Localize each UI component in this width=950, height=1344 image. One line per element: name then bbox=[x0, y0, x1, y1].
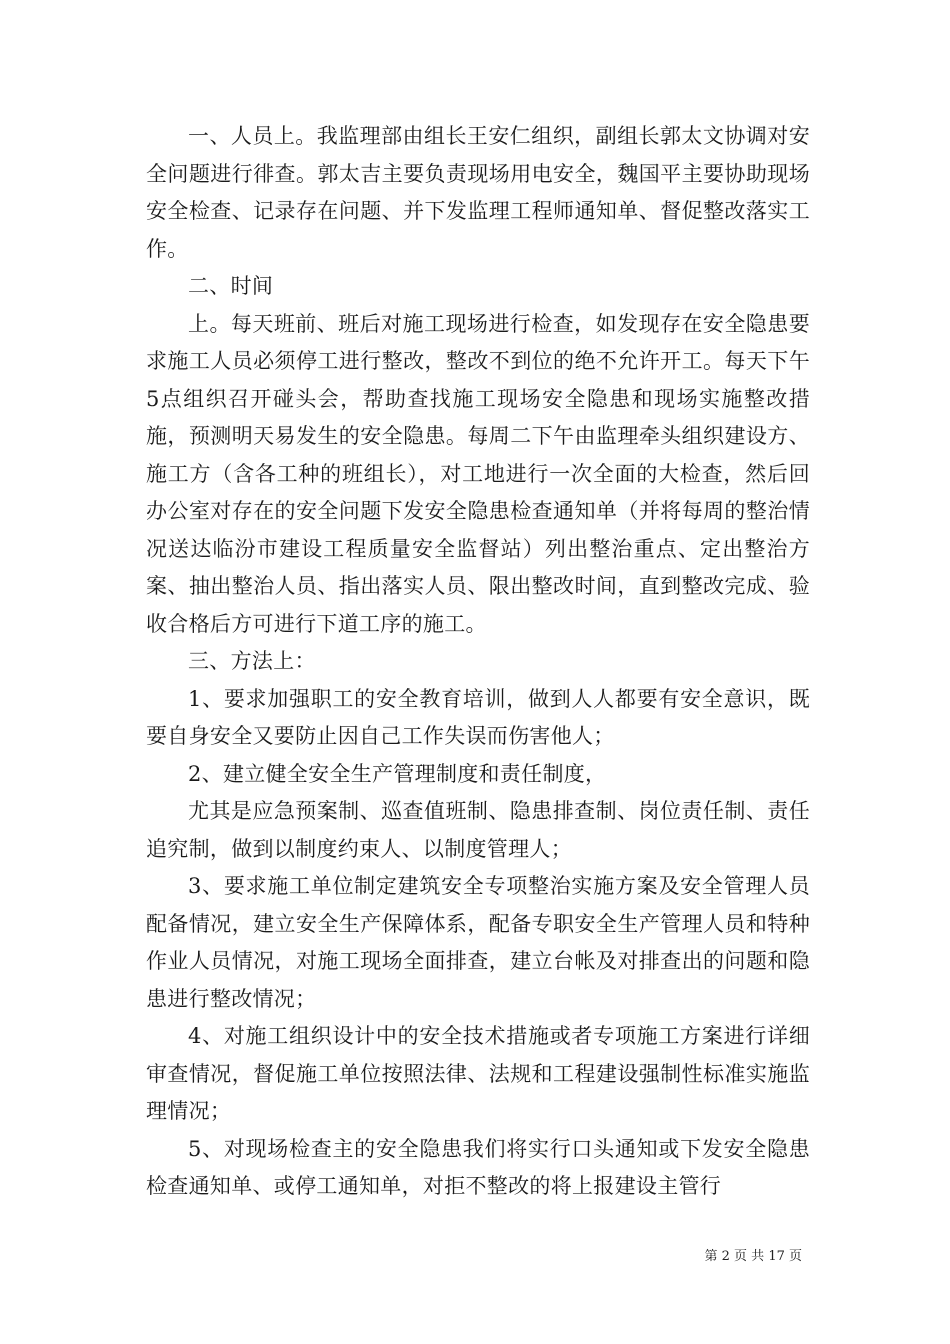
paragraph-time: 上。每天班前、班后对施工现场进行检查，如发现存在安全隐患要求施工人员必须停工进行整改，整改不到位的绝不允许开工。每天下午5点组织召开碰头会，帮助查找施工现场安全隐患和现场实施整改措施，预测明天易发生的安全隐患。每周二下午由监理牵头组织建设方、施工方（含各工种的班组长），对工地进行一次全面的大检查，然后回办公室对存在的安全问题下发安全隐患检查通知单（并将每周的整治情况送达临汾市建设工程质量安全监督站）列出整治重点、定出整治方案、抽出整治人员、指出落实人员、限出整改时间，直到整改完成、验收合格后方可进行下道工序的施工。 bbox=[146, 311, 810, 636]
paragraph-method-heading: 三、方法上： bbox=[188, 649, 316, 673]
paragraph-method-2-detail: 尤其是应急预案制、巡查值班制、隐患排查制、岗位责任制、责任追究制，做到以制度约束人、以制度管理人； bbox=[146, 799, 810, 861]
page-number: 第 2 页 共 17 页 bbox=[704, 1249, 802, 1264]
paragraph-method-1: 1、要求加强职工的安全教育培训，做到人人都要有安全意识，既要自身安全又要防止因自己工作失误而伤害他人； bbox=[146, 686, 810, 748]
paragraph-method-5: 5、对现场检查主的安全隐患我们将实行口头通知或下发安全隐患检查通知单、或停工通知单，对拒不整改的将上报建设主管行 bbox=[146, 1136, 810, 1198]
paragraph-method-2: 2、建立健全安全生产管理制度和责任制度， bbox=[188, 761, 607, 786]
paragraph-time-heading: 二、时间 bbox=[188, 274, 274, 298]
document-body bbox=[146, 118, 810, 1206]
paragraph-personnel: 一、人员上。我监理部由组长王安仁组织，副组长郭太文协调对安全问题进行徘查。郭太吉主要负责现场用电安全，魏国平主要协助现场安全检查、记录存在问题、并下发监理工程师通知单、督促整改落实工作。 bbox=[146, 124, 810, 261]
paragraph-method-4: 4、对施工组织设计中的安全技术措施或者专项施工方案进行详细审查情况，督促施工单位按照法律、法规和工程建设强制性标准实施监理情况； bbox=[146, 1024, 810, 1123]
paragraph-method-3: 3、要求施工单位制定建筑安全专项整治实施方案及安全管理人员配备情况，建立安全生产保障体系，配备专职安全生产管理人员和特种作业人员情况，对施工现场全面排查，建立台帐及对排查出的问题和隐患进行整改情况； bbox=[146, 874, 810, 1011]
